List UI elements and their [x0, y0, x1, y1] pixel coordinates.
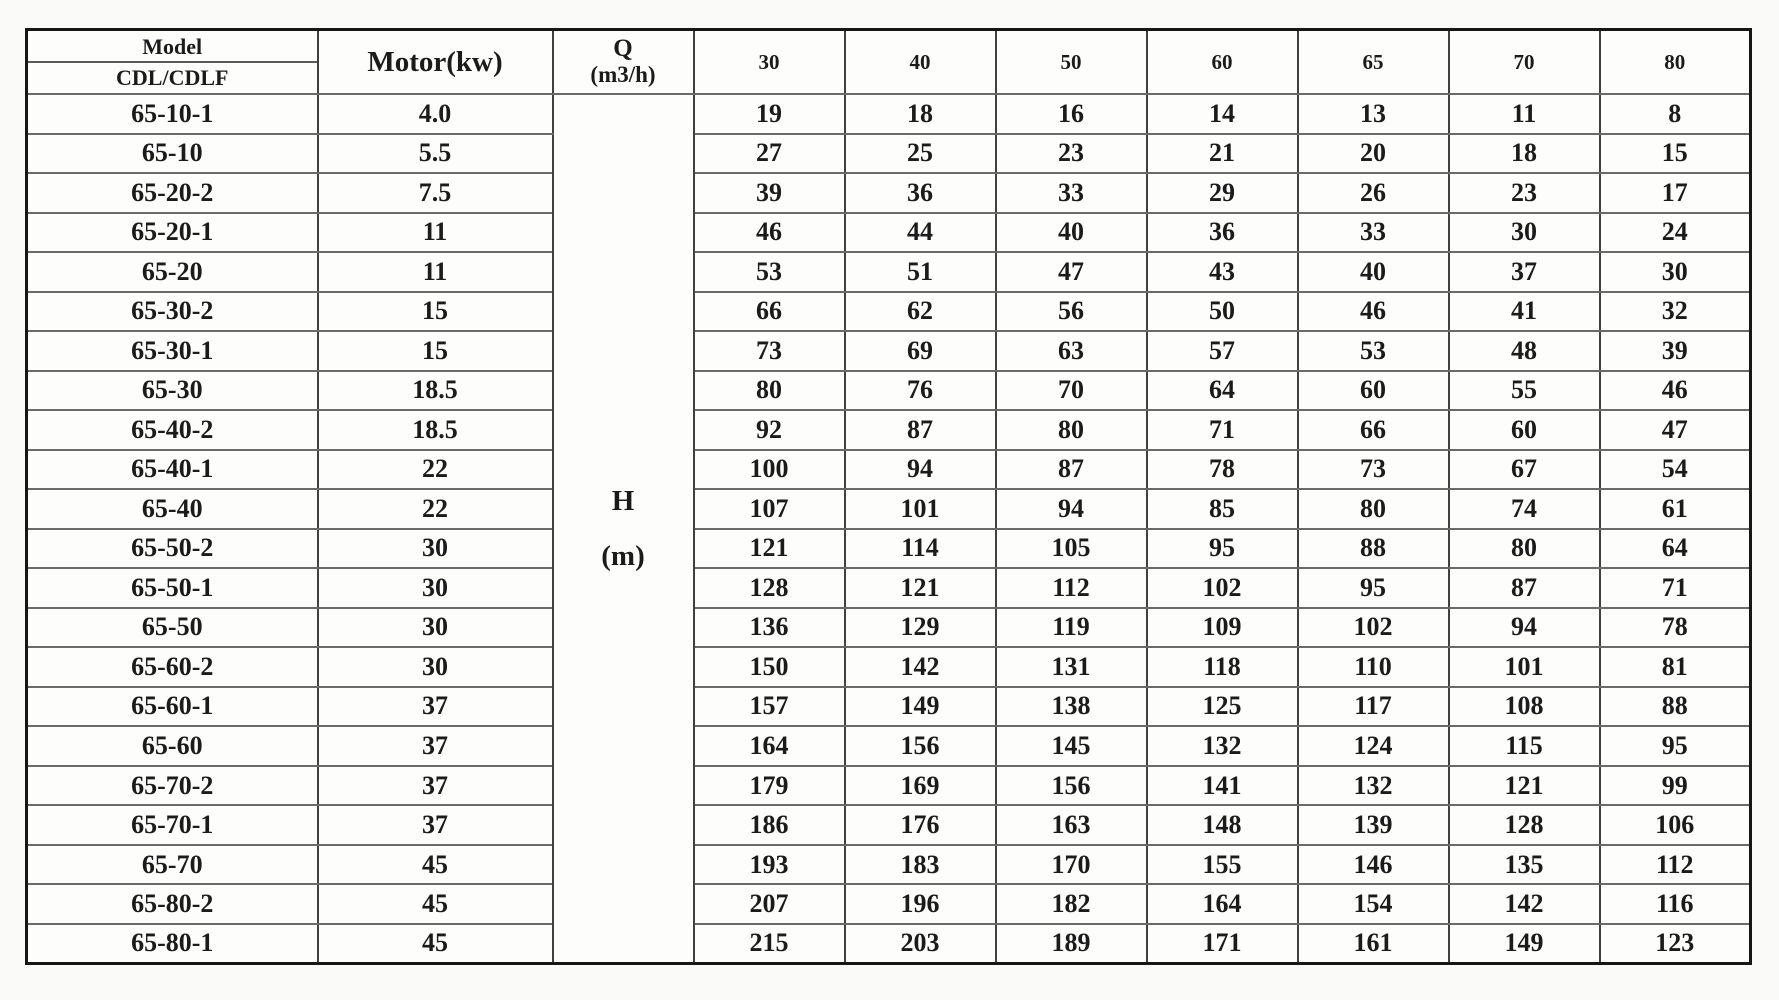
model-cell: 65-20: [27, 252, 318, 292]
head-value-cell: 62: [845, 292, 996, 332]
head-value-cell: 46: [1600, 371, 1751, 411]
head-value-cell: 109: [1147, 608, 1298, 648]
table-row: [27, 371, 1751, 411]
head-value-cell: 64: [1600, 529, 1751, 569]
head-value-cell: 100: [694, 450, 845, 490]
table-row: [27, 252, 1751, 292]
head-value-cell: 70: [996, 371, 1147, 411]
head-value-cell: 193: [694, 845, 845, 885]
head-value-cell: 108: [1449, 687, 1600, 727]
head-value-cell: 136: [694, 608, 845, 648]
flow-column-header-60: 60: [1147, 30, 1298, 95]
motor-power-cell: 37: [318, 726, 553, 766]
head-value-cell: 94: [996, 489, 1147, 529]
model-cell: 65-50: [27, 608, 318, 648]
head-value-cell: 16: [996, 94, 1147, 134]
head-value-cell: 57: [1147, 331, 1298, 371]
head-value-cell: 129: [845, 608, 996, 648]
table-row: [27, 766, 1751, 806]
head-value-cell: 33: [1298, 213, 1449, 253]
head-value-cell: 123: [1600, 924, 1751, 964]
head-value-cell: 189: [996, 924, 1147, 964]
head-value-cell: 21: [1147, 134, 1298, 174]
head-value-cell: 40: [1298, 252, 1449, 292]
head-value-cell: 99: [1600, 766, 1751, 806]
head-value-cell: 112: [1600, 845, 1751, 885]
head-value-cell: 150: [694, 647, 845, 687]
head-value-cell: 186: [694, 805, 845, 845]
flow-q-header: [553, 30, 694, 95]
motor-power-cell: 30: [318, 647, 553, 687]
head-value-cell: 116: [1600, 884, 1751, 924]
head-value-cell: 29: [1147, 173, 1298, 213]
head-value-cell: 54: [1600, 450, 1751, 490]
model-cell: 65-30: [27, 371, 318, 411]
head-value-cell: 32: [1600, 292, 1751, 332]
motor-column-header: Motor(kw): [318, 30, 553, 95]
head-value-cell: 71: [1147, 410, 1298, 450]
head-value-cell: 148: [1147, 805, 1298, 845]
head-value-cell: 164: [694, 726, 845, 766]
head-value-cell: 26: [1298, 173, 1449, 213]
table-row: [27, 213, 1751, 253]
motor-power-cell: 30: [318, 529, 553, 569]
model-cell: 65-40-2: [27, 410, 318, 450]
head-value-cell: 23: [1449, 173, 1600, 213]
head-value-cell: 40: [996, 213, 1147, 253]
head-value-cell: 121: [845, 568, 996, 608]
head-value-cell: 94: [1449, 608, 1600, 648]
head-value-cell: 78: [1600, 608, 1751, 648]
model-cell: 65-60-2: [27, 647, 318, 687]
head-value-cell: 145: [996, 726, 1147, 766]
table-row: [27, 726, 1751, 766]
head-value-cell: 56: [996, 292, 1147, 332]
pump-performance-table: [25, 28, 1752, 965]
motor-power-cell: 30: [318, 608, 553, 648]
head-value-cell: 23: [996, 134, 1147, 174]
head-value-cell: 171: [1147, 924, 1298, 964]
motor-power-cell: 45: [318, 884, 553, 924]
model-cell: 65-10-1: [27, 94, 318, 134]
table-row: [27, 647, 1751, 687]
head-value-cell: 55: [1449, 371, 1600, 411]
head-value-cell: 182: [996, 884, 1147, 924]
head-value-cell: 139: [1298, 805, 1449, 845]
head-value-cell: 94: [845, 450, 996, 490]
motor-power-cell: 4.0: [318, 94, 553, 134]
head-value-cell: 196: [845, 884, 996, 924]
head-value-cell: 78: [1147, 450, 1298, 490]
head-value-cell: 63: [996, 331, 1147, 371]
table-row: [27, 805, 1751, 845]
head-value-cell: 128: [1449, 805, 1600, 845]
head-value-cell: 95: [1600, 726, 1751, 766]
flow-column-header-65: 65: [1298, 30, 1449, 95]
table-row: [27, 134, 1751, 174]
motor-power-cell: 22: [318, 450, 553, 490]
model-cell: 65-50-2: [27, 529, 318, 569]
head-value-cell: 36: [1147, 213, 1298, 253]
head-value-cell: 142: [845, 647, 996, 687]
motor-power-cell: 7.5: [318, 173, 553, 213]
head-value-cell: 11: [1449, 94, 1600, 134]
head-value-cell: 170: [996, 845, 1147, 885]
head-value-cell: 85: [1147, 489, 1298, 529]
head-value-cell: 121: [1449, 766, 1600, 806]
head-value-cell: 48: [1449, 331, 1600, 371]
table-row: [27, 410, 1751, 450]
flow-column-header-50: 50: [996, 30, 1147, 95]
head-value-cell: 37: [1449, 252, 1600, 292]
motor-power-cell: 15: [318, 292, 553, 332]
q-unit-label: (m3/h): [590, 62, 656, 87]
model-cell: 65-60-1: [27, 687, 318, 727]
head-value-cell: 64: [1147, 371, 1298, 411]
head-value-cell: 154: [1298, 884, 1449, 924]
head-value-cell: 156: [996, 766, 1147, 806]
motor-power-cell: 30: [318, 568, 553, 608]
head-value-cell: 95: [1147, 529, 1298, 569]
head-value-cell: 105: [996, 529, 1147, 569]
head-value-cell: 207: [694, 884, 845, 924]
head-value-cell: 76: [845, 371, 996, 411]
head-value-cell: 142: [1449, 884, 1600, 924]
head-value-cell: 51: [845, 252, 996, 292]
head-value-cell: 114: [845, 529, 996, 569]
head-value-cell: 19: [694, 94, 845, 134]
head-value-cell: 73: [1298, 450, 1449, 490]
head-value-cell: 87: [1449, 568, 1600, 608]
motor-power-cell: 37: [318, 805, 553, 845]
head-value-cell: 18: [845, 94, 996, 134]
head-value-cell: 67: [1449, 450, 1600, 490]
head-value-cell: 107: [694, 489, 845, 529]
head-value-cell: 163: [996, 805, 1147, 845]
motor-power-cell: 18.5: [318, 410, 553, 450]
head-value-cell: 66: [1298, 410, 1449, 450]
head-value-cell: 88: [1600, 687, 1751, 727]
head-value-cell: 149: [845, 687, 996, 727]
head-value-cell: 13: [1298, 94, 1449, 134]
head-value-cell: 102: [1298, 608, 1449, 648]
head-value-cell: 53: [1298, 331, 1449, 371]
head-value-cell: 138: [996, 687, 1147, 727]
head-value-cell: 115: [1449, 726, 1600, 766]
model-cell: 65-60: [27, 726, 318, 766]
head-value-cell: 117: [1298, 687, 1449, 727]
head-value-cell: 18: [1449, 134, 1600, 174]
model-cell: 65-20-2: [27, 173, 318, 213]
model-cell: 65-20-1: [27, 213, 318, 253]
model-cell: 65-70-2: [27, 766, 318, 806]
head-value-cell: 110: [1298, 647, 1449, 687]
head-value-cell: 161: [1298, 924, 1449, 964]
head-value-cell: 61: [1600, 489, 1751, 529]
head-value-cell: 44: [845, 213, 996, 253]
head-value-cell: 179: [694, 766, 845, 806]
head-value-cell: 30: [1600, 252, 1751, 292]
head-value-cell: 131: [996, 647, 1147, 687]
head-value-cell: 46: [694, 213, 845, 253]
head-value-cell: 176: [845, 805, 996, 845]
head-value-cell: 20: [1298, 134, 1449, 174]
head-value-cell: 80: [996, 410, 1147, 450]
head-value-cell: 39: [694, 173, 845, 213]
head-value-cell: 157: [694, 687, 845, 727]
model-cell: 65-80-2: [27, 884, 318, 924]
head-value-cell: 27: [694, 134, 845, 174]
head-value-cell: 128: [694, 568, 845, 608]
head-value-cell: 87: [996, 450, 1147, 490]
model-cell: 65-70: [27, 845, 318, 885]
head-value-cell: 80: [694, 371, 845, 411]
head-value-cell: 60: [1449, 410, 1600, 450]
head-value-cell: 183: [845, 845, 996, 885]
head-value-cell: 92: [694, 410, 845, 450]
model-cell: 65-10: [27, 134, 318, 174]
head-value-cell: 15: [1600, 134, 1751, 174]
table-row: [27, 173, 1751, 213]
head-value-cell: 36: [845, 173, 996, 213]
table-row: [27, 608, 1751, 648]
head-value-cell: 112: [996, 568, 1147, 608]
head-value-cell: 17: [1600, 173, 1751, 213]
head-value-cell: 88: [1298, 529, 1449, 569]
head-value-cell: 46: [1298, 292, 1449, 332]
table-row: [27, 489, 1751, 529]
model-cell: 65-40: [27, 489, 318, 529]
head-value-cell: 203: [845, 924, 996, 964]
head-value-cell: 71: [1600, 568, 1751, 608]
head-value-cell: 132: [1147, 726, 1298, 766]
motor-power-cell: 37: [318, 687, 553, 727]
table-row: [27, 292, 1751, 332]
head-value-cell: 156: [845, 726, 996, 766]
head-unit-label: (m): [601, 539, 645, 572]
model-column-header: [27, 30, 318, 95]
head-value-cell: 149: [1449, 924, 1600, 964]
table-row: [27, 94, 1751, 134]
head-value-cell: 43: [1147, 252, 1298, 292]
head-value-cell: 66: [694, 292, 845, 332]
head-value-cell: 121: [694, 529, 845, 569]
head-value-cell: 14: [1147, 94, 1298, 134]
head-value-cell: 118: [1147, 647, 1298, 687]
head-symbol-label: H: [611, 484, 635, 517]
model-cell: 65-40-1: [27, 450, 318, 490]
head-value-cell: 169: [845, 766, 996, 806]
head-value-cell: 87: [845, 410, 996, 450]
flow-column-header-30: 30: [694, 30, 845, 95]
flow-column-header-40: 40: [845, 30, 996, 95]
table-row: [27, 884, 1751, 924]
motor-power-cell: 45: [318, 845, 553, 885]
model-cell: 65-30-1: [27, 331, 318, 371]
head-value-cell: 41: [1449, 292, 1600, 332]
flow-column-header-80: 80: [1600, 30, 1751, 95]
header-row: [27, 30, 1751, 95]
model-cell: 65-70-1: [27, 805, 318, 845]
motor-power-cell: 18.5: [318, 371, 553, 411]
head-value-cell: 101: [1449, 647, 1600, 687]
head-unit-merged-cell: [553, 94, 694, 964]
head-value-cell: 81: [1600, 647, 1751, 687]
q-symbol-label: Q: [613, 35, 633, 62]
head-value-cell: 53: [694, 252, 845, 292]
table-row: [27, 529, 1751, 569]
head-value-cell: 124: [1298, 726, 1449, 766]
head-value-cell: 24: [1600, 213, 1751, 253]
head-value-cell: 39: [1600, 331, 1751, 371]
table-body: [27, 94, 1751, 964]
head-value-cell: 164: [1147, 884, 1298, 924]
model-header-label: Model: [28, 31, 317, 63]
head-value-cell: 80: [1449, 529, 1600, 569]
head-value-cell: 69: [845, 331, 996, 371]
head-value-cell: 47: [996, 252, 1147, 292]
head-value-cell: 25: [845, 134, 996, 174]
head-value-cell: 102: [1147, 568, 1298, 608]
head-value-cell: 80: [1298, 489, 1449, 529]
motor-power-cell: 45: [318, 924, 553, 964]
table-row: [27, 450, 1751, 490]
head-value-cell: 33: [996, 173, 1147, 213]
table-row: [27, 568, 1751, 608]
motor-power-cell: 37: [318, 766, 553, 806]
head-value-cell: 141: [1147, 766, 1298, 806]
motor-power-cell: 22: [318, 489, 553, 529]
head-value-cell: 215: [694, 924, 845, 964]
model-cell: 65-80-1: [27, 924, 318, 964]
table-row: [27, 845, 1751, 885]
head-value-cell: 101: [845, 489, 996, 529]
head-value-cell: 146: [1298, 845, 1449, 885]
head-value-cell: 47: [1600, 410, 1751, 450]
head-value-cell: 95: [1298, 568, 1449, 608]
head-value-cell: 74: [1449, 489, 1600, 529]
head-value-cell: 106: [1600, 805, 1751, 845]
model-cell: 65-30-2: [27, 292, 318, 332]
model-series-label: CDL/CDLF: [116, 65, 229, 90]
head-value-cell: 135: [1449, 845, 1600, 885]
head-value-cell: 155: [1147, 845, 1298, 885]
table-row: [27, 331, 1751, 371]
head-value-cell: 8: [1600, 94, 1751, 134]
motor-power-cell: 11: [318, 252, 553, 292]
table-row: [27, 924, 1751, 964]
head-value-cell: 119: [996, 608, 1147, 648]
head-value-cell: 125: [1147, 687, 1298, 727]
motor-power-cell: 15: [318, 331, 553, 371]
motor-power-cell: 11: [318, 213, 553, 253]
head-value-cell: 60: [1298, 371, 1449, 411]
flow-column-header-70: 70: [1449, 30, 1600, 95]
model-cell: 65-50-1: [27, 568, 318, 608]
head-value-cell: 132: [1298, 766, 1449, 806]
motor-power-cell: 5.5: [318, 134, 553, 174]
head-value-cell: 30: [1449, 213, 1600, 253]
head-value-cell: 50: [1147, 292, 1298, 332]
head-value-cell: 73: [694, 331, 845, 371]
table-row: [27, 687, 1751, 727]
